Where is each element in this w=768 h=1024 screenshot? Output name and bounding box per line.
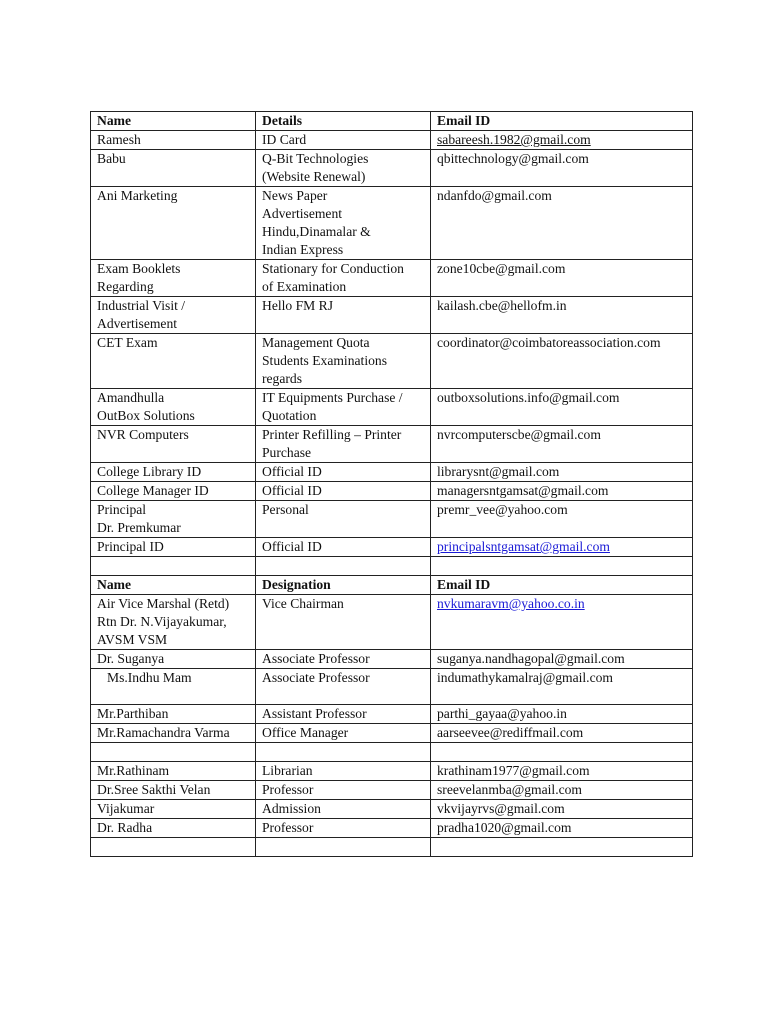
details-text: Admission: [262, 801, 321, 816]
email-cell: [431, 463, 693, 482]
details-text: Professor: [262, 820, 314, 835]
name-text: College Library ID: [97, 464, 202, 479]
email-cell: [431, 595, 693, 650]
name-text: Mr.Rathinam: [97, 763, 170, 778]
name-text: Dr.Sree Sakthi Velan: [97, 782, 211, 797]
details-text: Librarian: [262, 763, 313, 778]
details-cell: [256, 538, 431, 557]
contacts-table-body: [91, 112, 693, 857]
email-text: pradha1020@gmail.com: [437, 820, 572, 835]
email-link[interactable]: principalsntgamsat@gmail.com: [437, 539, 610, 554]
table-row: [91, 705, 693, 724]
details-text: Personal: [262, 502, 309, 517]
email-cell: [431, 501, 693, 538]
name-text: Ramesh: [97, 132, 141, 147]
email-text: aarseevee@rediffmail.com: [437, 725, 584, 740]
details-cell: [256, 463, 431, 482]
table-row: [91, 650, 693, 669]
name-cell: [91, 260, 256, 297]
email-text: sreevelanmba@gmail.com: [437, 782, 583, 797]
name-text: Dr. Suganya: [97, 651, 165, 666]
details-text: Stationary for Conduction of Examination: [262, 261, 404, 294]
details-text: Associate Professor: [262, 651, 370, 666]
name-text: Principal Dr. Premkumar: [97, 502, 181, 535]
email-text: librarysnt@gmail.com: [437, 464, 560, 479]
email-text: suganya.nandhagopal@gmail.com: [437, 651, 625, 666]
email-text: ndanfdo@gmail.com: [437, 188, 552, 203]
details-text: Professor: [262, 782, 314, 797]
email-cell: [431, 538, 693, 557]
details-text: Office Manager: [262, 725, 349, 740]
details-text: Management Quota Students Examinations regards: [262, 335, 387, 386]
email-text: coordinator@coimbatoreassociation.com: [437, 335, 661, 350]
details-cell: [256, 650, 431, 669]
table-header-row: [91, 112, 693, 131]
details-text: Q-Bit Technologies (Website Renewal): [262, 151, 369, 184]
details-cell: [256, 595, 431, 650]
email-cell: [431, 705, 693, 724]
email-cell: [431, 131, 693, 150]
table-row: [91, 669, 693, 705]
table-row: [91, 131, 693, 150]
details-text: Official ID: [262, 483, 322, 498]
name-cell: [91, 781, 256, 800]
column-header-details: Designation: [262, 577, 331, 592]
name-cell: [91, 187, 256, 260]
details-cell: [256, 297, 431, 334]
email-cell: [431, 800, 693, 819]
details-cell: [256, 260, 431, 297]
name-text: CET Exam: [97, 335, 158, 350]
email-cell: [431, 260, 693, 297]
column-header-email: Email ID: [437, 113, 491, 128]
email-cell: [431, 724, 693, 743]
email-cell: [431, 781, 693, 800]
email-text: managersntgamsat@gmail.com: [437, 483, 609, 498]
table-row: [91, 762, 693, 781]
email-text: indumathykamalraj@gmail.com: [437, 670, 613, 685]
email-text: kailash.cbe@hellofm.in: [437, 298, 567, 313]
details-text: News Paper Advertisement Hindu,Dinamalar & Indian Express: [262, 188, 371, 257]
details-text: Assistant Professor: [262, 706, 367, 721]
name-cell: [91, 819, 256, 838]
table-row: [91, 426, 693, 463]
details-text: ID Card: [262, 132, 307, 147]
name-cell: [91, 669, 256, 705]
table-row: [91, 800, 693, 819]
name-cell: [91, 705, 256, 724]
email-link[interactable]: nvkumaravm@yahoo.co.in: [437, 596, 585, 611]
table-row: [91, 334, 693, 389]
name-text: College Manager ID: [97, 483, 209, 498]
details-cell: [256, 501, 431, 538]
column-header-details: Details: [262, 113, 303, 128]
name-cell: [91, 463, 256, 482]
name-cell: [91, 389, 256, 426]
email-text: vkvijayrvs@gmail.com: [437, 801, 565, 816]
name-cell: [91, 800, 256, 819]
details-cell: [256, 838, 431, 857]
details-cell: [256, 781, 431, 800]
details-cell: [256, 131, 431, 150]
header-cell-name: [91, 576, 256, 595]
email-cell: [431, 150, 693, 187]
name-cell: [91, 501, 256, 538]
name-text: NVR Computers: [97, 427, 189, 442]
table-row: [91, 781, 693, 800]
email-text: parthi_gayaa@yahoo.in: [437, 706, 567, 721]
email-text: qbittechnology@gmail.com: [437, 151, 589, 166]
email-text: krathinam1977@gmail.com: [437, 763, 590, 778]
details-text: Official ID: [262, 539, 322, 554]
name-cell: [91, 650, 256, 669]
name-text: Industrial Visit / Advertisement: [97, 298, 186, 331]
details-cell: [256, 334, 431, 389]
name-cell: [91, 334, 256, 389]
email-cell: [431, 669, 693, 705]
name-cell: [91, 838, 256, 857]
header-cell-email: [431, 112, 693, 131]
details-cell: [256, 762, 431, 781]
name-text: Exam Booklets Regarding: [97, 261, 181, 294]
details-cell: [256, 669, 431, 705]
name-cell: [91, 743, 256, 762]
header-cell-email: [431, 576, 693, 595]
name-cell: [91, 557, 256, 576]
details-text: Printer Refilling – Printer Purchase: [262, 427, 402, 460]
name-cell: [91, 482, 256, 501]
table-row: [91, 819, 693, 838]
details-cell: [256, 426, 431, 463]
name-cell: [91, 297, 256, 334]
header-cell-details: [256, 576, 431, 595]
details-text: Associate Professor: [262, 670, 370, 685]
email-cell: [431, 482, 693, 501]
email-text: premr_vee@yahoo.com: [437, 502, 568, 517]
details-cell: [256, 389, 431, 426]
table-row: [91, 463, 693, 482]
table-row: [91, 150, 693, 187]
table-empty-row: [91, 557, 693, 576]
email-cell: [431, 557, 693, 576]
email-cell: [431, 297, 693, 334]
table-row: [91, 595, 693, 650]
details-cell: [256, 482, 431, 501]
name-cell: [91, 150, 256, 187]
email-link[interactable]: sabareesh.1982@gmail.com: [437, 132, 591, 147]
table-row: [91, 482, 693, 501]
header-cell-name: [91, 112, 256, 131]
email-text: outboxsolutions.info@gmail.com: [437, 390, 620, 405]
details-cell: [256, 724, 431, 743]
details-cell: [256, 705, 431, 724]
column-header-name: Name: [97, 577, 131, 592]
table-row: [91, 187, 693, 260]
email-cell: [431, 819, 693, 838]
table-row: [91, 389, 693, 426]
name-text: Principal ID: [97, 539, 164, 554]
name-cell: [91, 762, 256, 781]
table-row: [91, 538, 693, 557]
name-text: Ms.Indhu Mam: [107, 670, 192, 685]
email-cell: [431, 187, 693, 260]
email-cell: [431, 650, 693, 669]
details-cell: [256, 150, 431, 187]
name-cell: [91, 724, 256, 743]
table-row: [91, 501, 693, 538]
name-text: Babu: [97, 151, 126, 166]
name-cell: [91, 426, 256, 463]
table-header-row: [91, 576, 693, 595]
contacts-table: [90, 111, 693, 857]
table-empty-row: [91, 838, 693, 857]
name-cell: [91, 538, 256, 557]
details-cell: [256, 557, 431, 576]
name-text: Dr. Radha: [97, 820, 153, 835]
email-cell: [431, 762, 693, 781]
table-row: [91, 724, 693, 743]
details-text: Hello FM RJ: [262, 298, 334, 313]
column-header-email: Email ID: [437, 577, 491, 592]
email-cell: [431, 389, 693, 426]
email-text: nvrcomputerscbe@gmail.com: [437, 427, 601, 442]
table-empty-row: [91, 743, 693, 762]
name-text: Air Vice Marshal (Retd) Rtn Dr. N.Vijayakumar, AVSM VSM: [97, 596, 230, 647]
email-cell: [431, 334, 693, 389]
details-cell: [256, 819, 431, 838]
header-cell-details: [256, 112, 431, 131]
table-row: [91, 297, 693, 334]
email-text: zone10cbe@gmail.com: [437, 261, 566, 276]
details-cell: [256, 187, 431, 260]
name-cell: [91, 595, 256, 650]
details-cell: [256, 800, 431, 819]
email-cell: [431, 743, 693, 762]
name-text: Vijakumar: [97, 801, 155, 816]
name-text: Mr.Ramachandra Varma: [97, 725, 230, 740]
table-row: [91, 260, 693, 297]
email-cell: [431, 426, 693, 463]
name-text: Ani Marketing: [97, 188, 178, 203]
name-cell: [91, 131, 256, 150]
column-header-name: Name: [97, 113, 131, 128]
details-text: IT Equipments Purchase / Quotation: [262, 390, 403, 423]
email-cell: [431, 838, 693, 857]
details-text: Vice Chairman: [262, 596, 344, 611]
name-text: Mr.Parthiban: [97, 706, 169, 721]
details-text: Official ID: [262, 464, 322, 479]
name-text: Amandhulla OutBox Solutions: [97, 390, 195, 423]
details-cell: [256, 743, 431, 762]
